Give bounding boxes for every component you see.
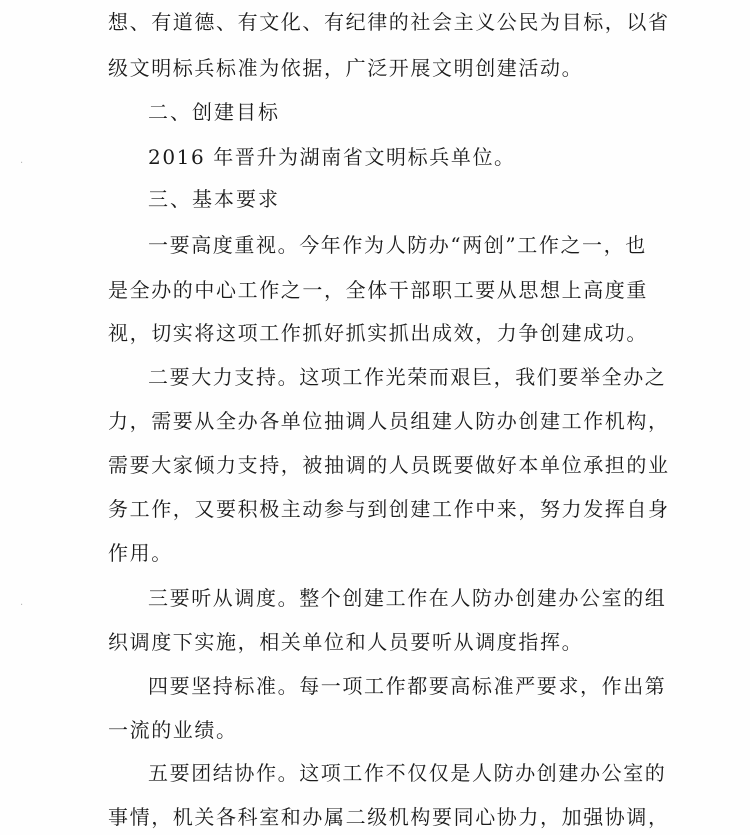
requirement-2-line: 作用。 (108, 541, 173, 565)
scan-speck: · (20, 158, 24, 169)
requirement-3-line: 织调度下实施，相关单位和人员要听从调度指挥。 (108, 630, 584, 654)
requirement-4-line: 四要坚持标准。每一项工作都要高标准严要求，作出第 (148, 674, 667, 698)
requirement-1-line: 是全办的中心工作之一，全体干部职工要从思想上高度重 (108, 278, 648, 302)
requirement-1-line: 视，切实将这项工作抓好抓实抓出成效，力争创建成功。 (108, 321, 648, 345)
section-heading-requirements: 三、基本要求 (148, 187, 280, 211)
paragraph-line: 想、有道德、有文化、有纪律的社会主义公民为目标，以省 (108, 10, 670, 34)
requirement-2-line: 需要大家倾力支持，被抽调的人员既要做好本单位承担的业 (108, 453, 670, 477)
scan-speck: · (20, 600, 24, 611)
requirement-2-line: 二要大力支持。这项工作光荣而艰巨，我们要举全办之 (148, 365, 667, 389)
section-heading-goal: 二、创建目标 (148, 100, 280, 124)
requirement-5-line: 五要团结协作。这项工作不仅仅是人防办创建办公室的 (148, 761, 667, 785)
requirement-2-line: 务工作，又要积极主动参与到创建工作中来，努力发挥自身 (108, 497, 670, 521)
requirement-5-line: 事情，机关各科室和办属二级机构要同心协力，加强协调， (108, 805, 670, 829)
paragraph-line: 级文明标兵标准为依据，广泛开展文明创建活动。 (108, 56, 584, 80)
requirement-1-line: 一要高度重视。今年作为人防办“两创”工作之一，也 (148, 233, 647, 257)
requirement-2-line: 力，需要从全办各单位抽调人员组建人防办创建工作机构， (108, 409, 670, 433)
requirement-3-line: 三要听从调度。整个创建工作在人防办创建办公室的组 (148, 586, 667, 610)
requirement-4-line: 一流的业绩。 (108, 718, 238, 742)
goal-text: 2016 年晋升为湖南省文明标兵单位。 (148, 145, 516, 169)
